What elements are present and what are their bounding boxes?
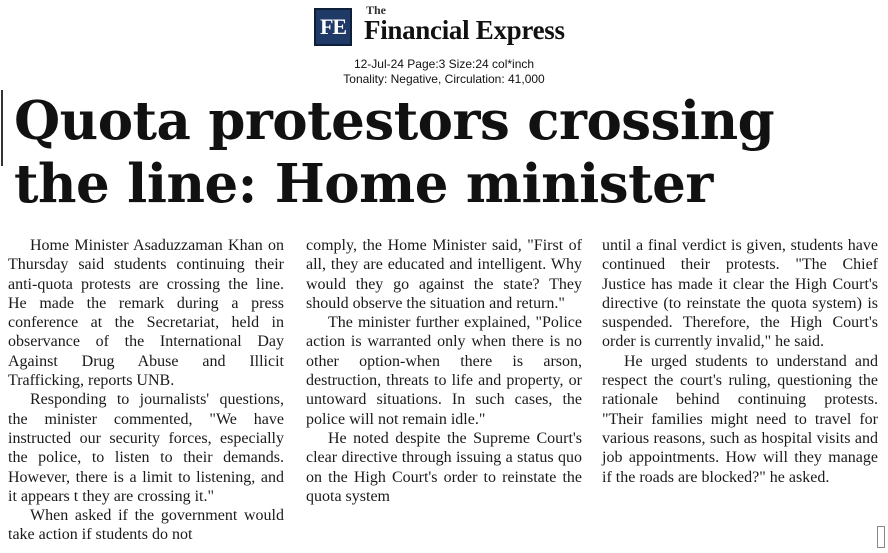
logo-text: FE xyxy=(319,14,347,39)
paragraph: Home Minister Asaduzzaman Khan on Thursday said students continuing their anti-quota protests are crossing the line. He made the remark during a press conference at the Secretariat, held in observance of the International Day Against Drug Abuse and Illicit Trafficking, reports UNB. xyxy=(8,237,284,390)
paragraph: Responding to journalists' questions, the minister commented, "We have instructed our security forces, especially the police, to listen to their demands. However, there is a limit to listening, and it appears t they are crossing it." xyxy=(8,391,284,505)
headline xyxy=(14,90,774,216)
article-column-3 xyxy=(602,236,878,487)
brand-the: The xyxy=(366,3,387,17)
clipping-meta-date: 12-Jul-24 Page:3 Size:24 col*inch xyxy=(353,57,535,71)
article-column-2 xyxy=(306,236,582,506)
fe-logo-icon xyxy=(314,8,352,46)
paragraph: He noted despite the Supreme Court's clear directive through issuing a status quo on the High Court's order to reinstate the quota system xyxy=(306,429,582,505)
article-column-1 xyxy=(8,236,284,545)
paragraph: The minister further explained, "Police action is warranted only when there is no other option-when there is arson, destruction, threats to life and property, or untoward situations. In such cases, the police will not remain idle." xyxy=(306,314,582,428)
corner-mark xyxy=(877,526,885,548)
brand-name: Financial Express xyxy=(364,15,565,45)
paragraph: until a final verdict is given, students have continued their protests. "The Chief Justice has made it clear the High Court's directive (to reinstate the quota system) is suspended. Therefore, the High Court's order is currently invalid," he said. xyxy=(602,237,878,351)
brand xyxy=(364,4,565,44)
paragraph: comply, the Home Minister said, "First of all, they are educated and intelligent. Why would they go against the state? They should observe the situation and return." xyxy=(306,237,582,312)
headline-line-2: the line: Home minister xyxy=(14,153,713,215)
paragraph: When asked if the government would take action if students do not xyxy=(8,507,284,544)
headline-line-1: Quota protestors crossing xyxy=(14,90,775,152)
clipping-meta-tonality: Tonality: Negative, Circulation: 41,000 xyxy=(343,72,545,86)
left-rule xyxy=(1,90,3,166)
masthead xyxy=(314,4,565,48)
paragraph: He urged students to understand and respect the court's ruling, questioning the rationale behind continuing protests. "Their families might need to travel for various reasons, such as hospital visits and job appointments. How will they manage if the roads are blocked?" he asked. xyxy=(602,352,878,486)
